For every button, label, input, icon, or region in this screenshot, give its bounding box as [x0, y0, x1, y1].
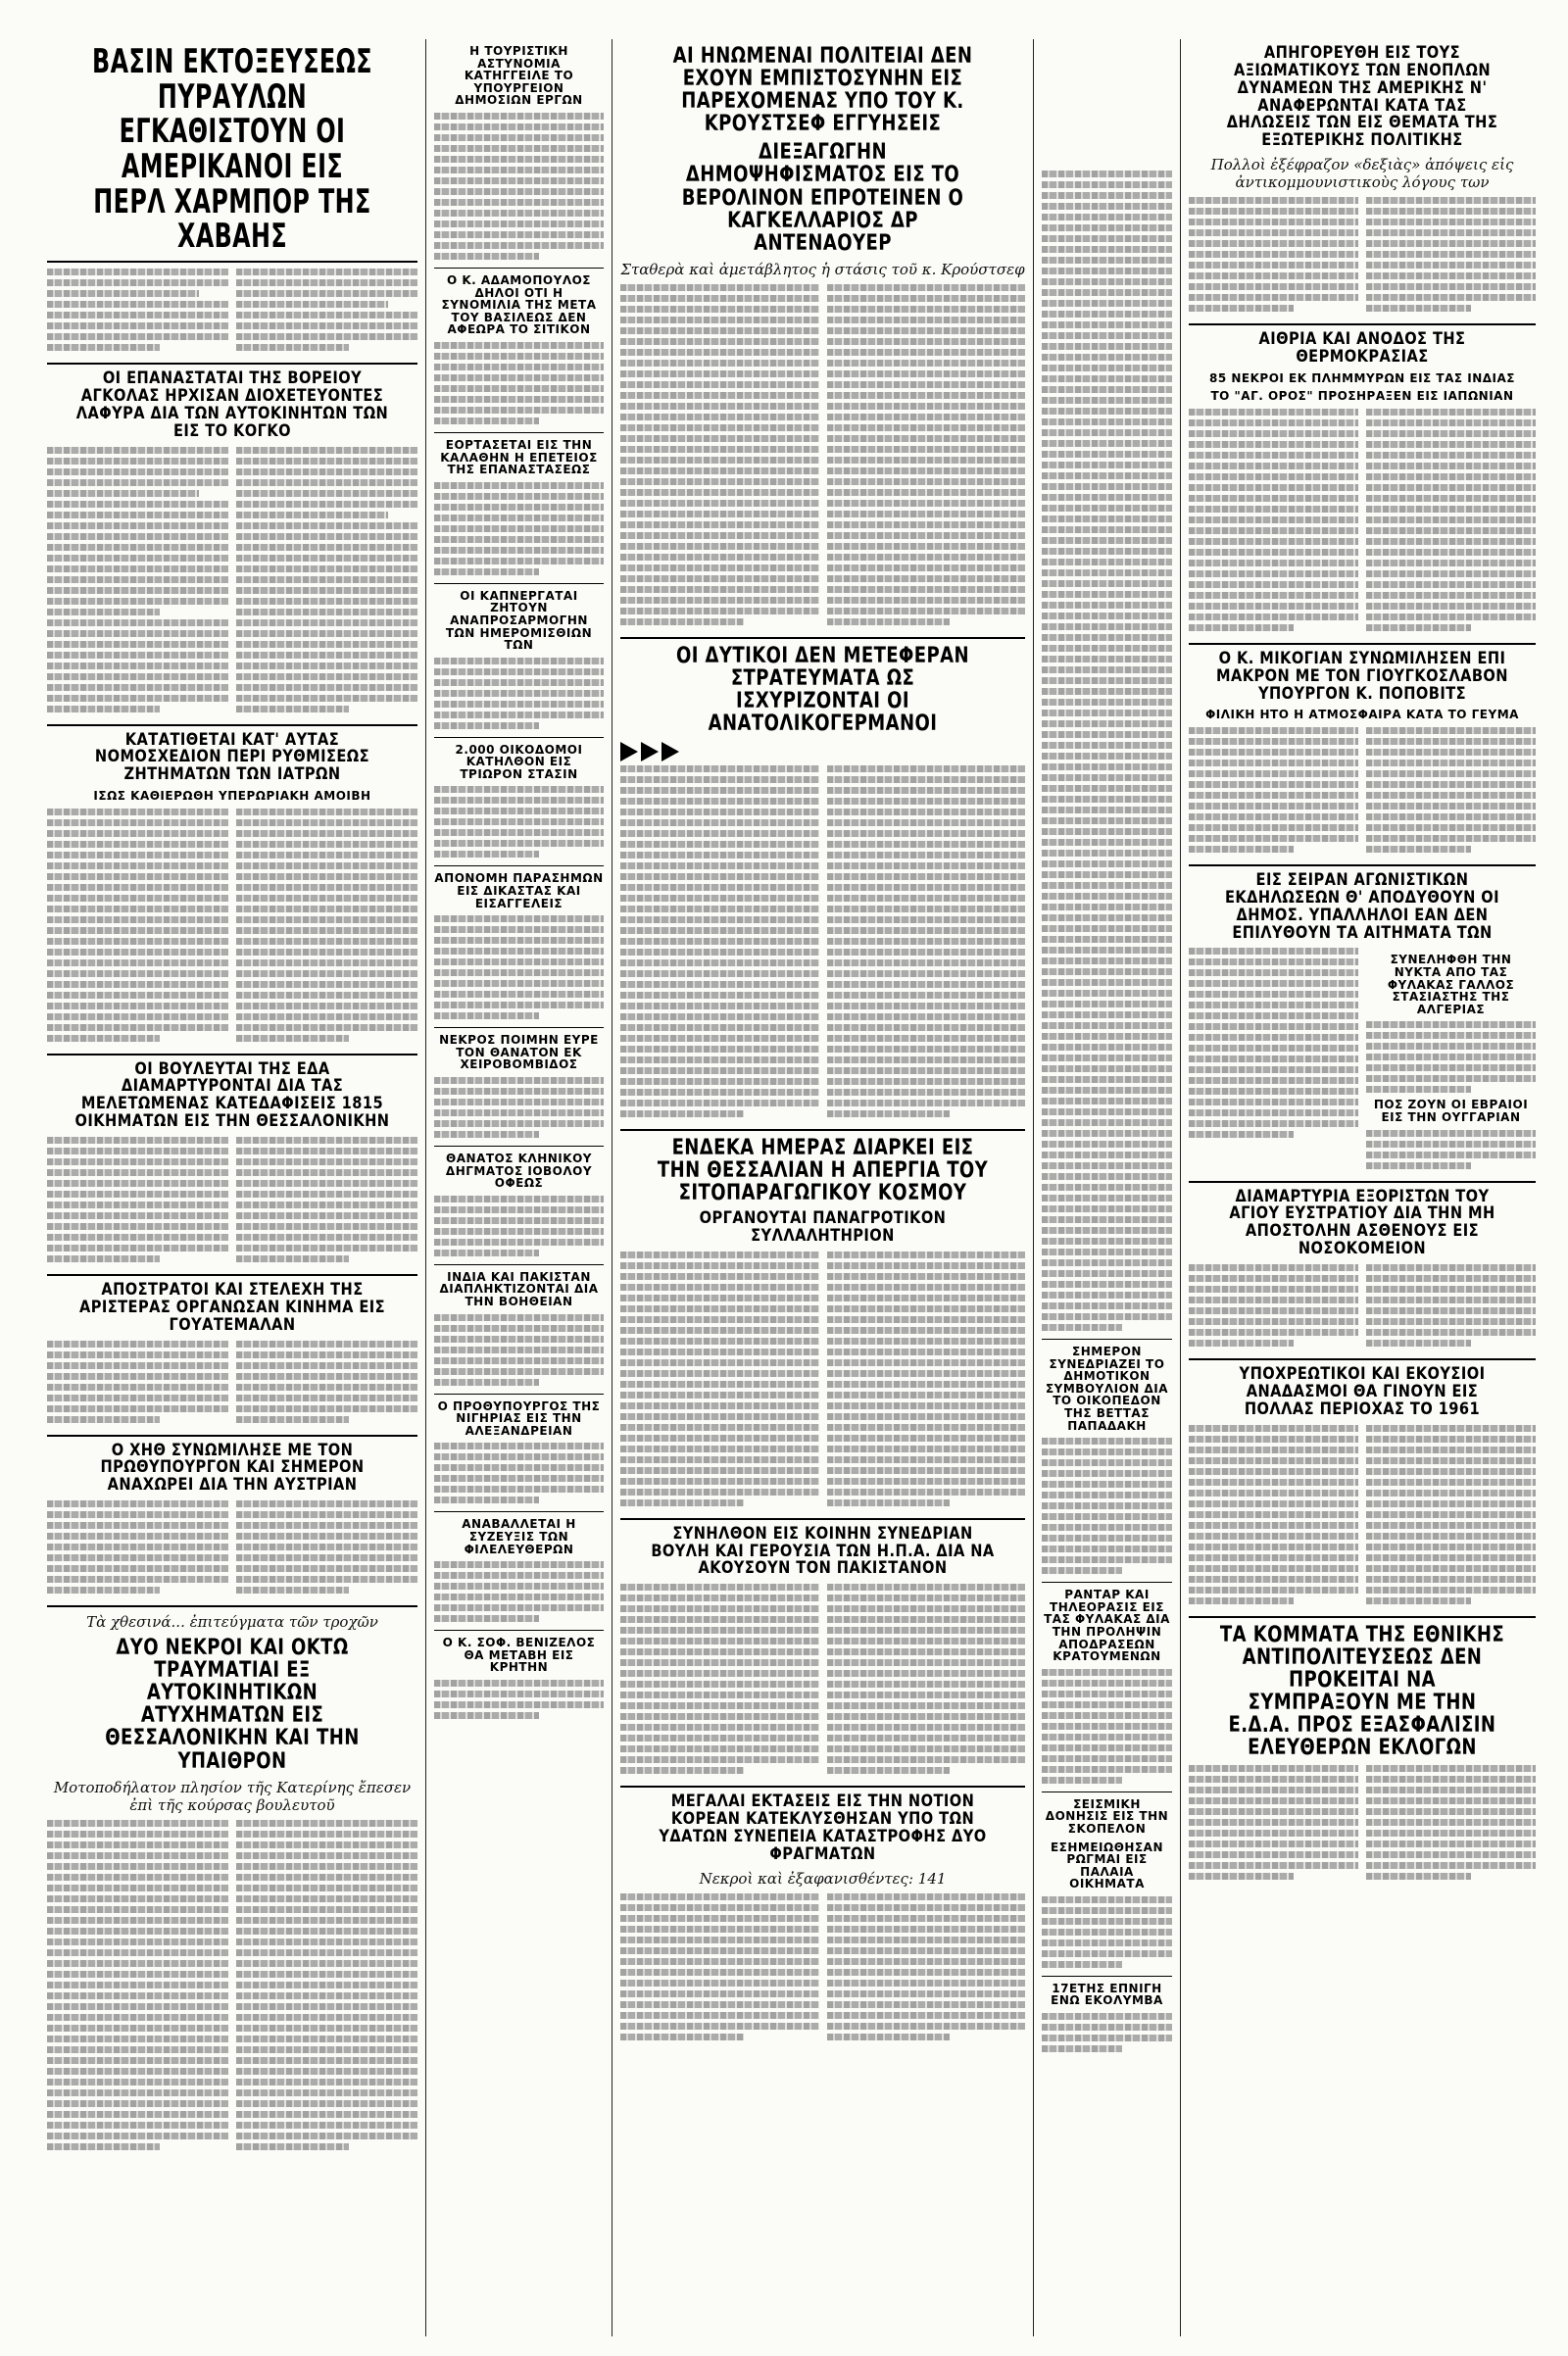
- headline-agion-oros: ΤΟ "ΑΓ. ΟΡΟΣ" ΠΡΟΣΗΡΑΞΕΝ ΕΙΣ ΙΑΠΩΝΙΑΝ: [1210, 389, 1514, 404]
- headline-decorations-judges: ΑΠΟΝΟΜΗ ΠΑΡΑΣΗΜΩΝ ΕΙΣ ΔΙΚΑΣΤΑΣ ΚΑΙ ΕΙΣΑΓΓΕΛΕΙΣ: [434, 871, 604, 910]
- subheadline-farmers-rally: ΟΡΓΑΝΟΥΤΑΙ ΠΑΝΑΓΡΟΤΙΚΟΝ ΣΥΛΛΑΛΗΤΗΡΙΟΝ: [699, 1208, 947, 1246]
- article-body: [1189, 197, 1536, 316]
- article-body: [620, 1252, 1025, 1510]
- headline-weather: ΑΙΘΡΙΑ ΚΑΙ ΑΝΟΔΟΣ ΤΗΣ ΘΕΡΜΟΚΡΑΣΙΑΣ: [1258, 329, 1466, 367]
- headline-us-congress: ΣΥΝΗΛΘΟΝ ΕΙΣ ΚΟΙΝΗΝ ΣΥΝΕΔΡΙΑΝ ΒΟΥΛΗ ΚΑΙ ΓΕΡΟΥΣΙΑ ΤΩΝ Η.Π.Α. ΔΙΑ ΝΑ ΑΚΟΥΣΟΥΝ ΤΟΝ ΠΑΚΙΣΤΑΝΟΝ: [651, 1523, 995, 1579]
- subheadline-lunch: ΦΙΛΙΚΗ ΗΤΟ Η ΑΤΜΟΣΦΑΙΡΑ ΚΑΤΑ ΤΟ ΓΕΥΜΑ: [1205, 708, 1519, 722]
- headline-liberals: ΑΝΑΒΑΛΛΕΤΑΙ Η ΣΥΖΕΥΞΙΣ ΤΩΝ ΦΙΛΕΛΕΥΘΕΡΩΝ: [462, 1517, 576, 1556]
- article-body: [47, 447, 417, 716]
- headline-skopelos-quake: ΣΕΙΣΜΙΚΗ ΔΟΝΗΣΙΣ ΕΙΣ ΤΗΝ ΣΚΟΠΕΛΟΝ: [1045, 1796, 1169, 1836]
- headline-angola-rebels: ΟΙ ΕΠΑΝΑΣΤΑΤΑΙ ΤΗΣ ΒΟΡΕΙΟΥ ΑΓΚΟΛΑΣ ΗΡΧΙΣΑΝ ΔΙΟΧΕΤΕΥΟΝΤΕΣ ΛΑΦΥΡΑ ΔΙΑ ΤΩΝ ΑΥΤΟΚΙΝΗΤΩΝ ΤΩΝ ΕΙΣ ΤΟ ΚΟΓΚΟ: [75, 368, 389, 441]
- headline-snake-bite: ΘΑΝΑΤΟΣ ΚΛΗΝΙΚΟΥ ΔΗΓΜΑΤΟΣ ΙΟΒΟΛΟΥ ΟΦΕΩΣ: [445, 1152, 593, 1191]
- subheadline-katerini: Μοτοποδήλατον πλησίον τῆς Κατερίνης ἔπεσεν ἐπὶ τῆς κούρσας βουλευτοῦ: [53, 1778, 412, 1814]
- article-body: [1189, 409, 1536, 635]
- article-body: [620, 1584, 1025, 1778]
- article-body: [1189, 1264, 1536, 1350]
- subheadline-cracks: ΕΣΗΜΕΙΩΘΗΣΑΝ ΡΩΓΜΑΙ ΕΙΣ ΠΑΛΑΙΑ ΟΙΚΗΜΑΤΑ: [1050, 1840, 1163, 1891]
- headline-builders-strike: 2.000 ΟΙΚΟΔΟΜΟΙ ΚΑΤΗΛΘΟΝ ΕΙΣ ΤΡΙΩΡΟΝ ΣΤΑΣΙΝ: [455, 742, 583, 781]
- article-body: [47, 1137, 417, 1266]
- arrows-ornament: [620, 741, 1025, 761]
- headline-western-troops: ΟΙ ΔΥΤΙΚΟΙ ΔΕΝ ΜΕΤΕΦΕΡΑΝ ΣΤΡΑΤΕΥΜΑΤΑ ΩΣ ΙΣΧΥΡΙΖΟΝΤΑΙ ΟΙ ΑΝΑΤΟΛΙΚΟΓΕΡΜΑΝΟΙ: [675, 643, 970, 737]
- subheadline-khrushchev: Σταθερὰ καὶ ἀμετάβλητος ἡ στάσις τοῦ κ. Κρούστσεφ: [620, 260, 1025, 278]
- article-body: [620, 1893, 1025, 2044]
- headline-guatemala: ΑΠΟΣΤΡΑΤΟΙ ΚΑΙ ΣΤΕΛΕΧΗ ΤΗΣ ΑΡΙΣΤΕΡΑΣ ΟΡΓΑΝΩΣΑΝ ΚΙΝΗΜΑ ΕΙΣ ΓΟΥΑΤΕΜΑΛΑΝ: [78, 1280, 386, 1335]
- headline-prison-radar: ΡΑΝΤΑΡ ΚΑΙ ΤΗΛΕΟΡΑΣΙΣ ΕΙΣ ΤΑΣ ΦΥΛΑΚΑΣ ΔΙΑ ΤΗΝ ΠΡΟΛΗΨΙΝ ΑΠΟΔΡΑΣΕΩΝ ΚΡΑΤΟΥΜΕΝΩΝ: [1044, 1588, 1170, 1664]
- headline-india-pakistan: ΙΝΔΙΑ ΚΑΙ ΠΑΚΙΣΤΑΝ ΔΙΑΠΛΗΚΤΙΖΟΝΤΑΙ ΔΙΑ ΤΗΝ ΒΟΗΘΕΙΑΝ: [439, 1269, 599, 1308]
- subheadline-overtime: ΙΣΩΣ ΚΑΘΙΕΡΩΘΗ ΥΠΕΡΩΡΙΑΚΗ ΑΜΟΙΒΗ: [93, 789, 371, 804]
- article-body: [1189, 727, 1536, 857]
- headline-municipal-employees: ΕΙΣ ΣΕΙΡΑΝ ΑΓΩΝΙΣΤΙΚΩΝ ΕΚΔΗΛΩΣΕΩΝ Θ' ΑΠΟΔΥΘΟΥΝ ΟΙ ΔΗΜΟΣ. ΥΠΑΛΛΗΛΟΙ ΕΑΝ ΔΕΝ ΕΠΙΛΥΘΟΥΝ ΤΑ ΑΙΤΗΜΑΤΑ ΤΩΝ: [1224, 870, 1500, 943]
- article-body: [47, 809, 417, 1046]
- headline-shepherd-grenade: ΝΕΚΡΟΣ ΠΟΙΜΗΝ ΕΥΡΕ ΤΟΝ ΘΑΝΑΤΟΝ ΕΚ ΧΕΙΡΟΒΟΜΒΙΔΟΣ: [439, 1033, 599, 1072]
- headline-doctors-bill: ΚΑΤΑΤΙΘΕΤΑΙ ΚΑΤ' ΑΥΤΑΣ ΝΟΜΟΣΧΕΔΙΟΝ ΠΕΡΙ ΡΥΘΜΙΣΕΩΣ ΖΗΤΗΜΑΤΩΝ ΤΩΝ ΙΑΤΡΩΝ: [94, 729, 370, 785]
- headline-land-consolidation: ΥΠΟΧΡΕΩΤΙΚΟΙ ΚΑΙ ΕΚΟΥΣΙΟΙ ΑΝΑΔΑΣΜΟΙ ΘΑ ΓΙΝΟΥΝ ΕΙΣ ΠΟΛΛΑΣ ΠΕΡΙΟΧΑΣ ΤΟ 1961: [1239, 1363, 1486, 1419]
- headline-drowned-swimmer: 17ΕΤΗΣ ΕΠΝΙΓΗ ΕΝΩ ΕΚΟΛΥΜΒΑ: [1051, 1981, 1163, 2008]
- article-body: [1189, 1765, 1536, 1884]
- article-body: [1189, 948, 1536, 1172]
- article-body: [47, 269, 417, 355]
- headline-pm-meeting: Ο ΧΗΘ ΣΥΝΩΜΙΛΗΣΕ ΜΕ ΤΟΝ ΠΡΩΘΥΠΟΥΡΓΟΝ ΚΑΙ ΣΗΜΕΡΟΝ ΑΝΑΧΩΡΕΙ ΔΙΑ ΤΗΝ ΑΥΣΤΡΙΑΝ: [100, 1440, 365, 1496]
- headline-hungary-jews: ΠΟΣ ΖΟΥΝ ΟΙ ΕΒΡΑΙΟΙ ΕΙΣ ΤΗΝ ΟΥΓΓΑΡΙΑΝ: [1373, 1098, 1529, 1124]
- headline-india-floods: 85 ΝΕΚΡΟΙ ΕΚ ΠΛΗΜΜΥΡΩΝ ΕΙΣ ΤΑΣ ΙΝΔΙΑΣ: [1208, 370, 1516, 385]
- headline-tourist-police: Η ΤΟΥΡΙΣΤΙΚΗ ΑΣΤΥΝΟΜΙΑ ΚΑΤΗΓΓΕΙΛΕ ΤΟ ΥΠΟΥΡΓΕΙΟΝ ΔΗΜΟΣΙΩΝ ΕΡΓΩΝ: [455, 44, 583, 108]
- headline-adamopoulos: Ο Κ. ΑΔΑΜΟΠΟΥΛΟΣ ΔΗΛΟΙ ΟΤΙ Η ΣΥΝΟΜΙΛΙΑ ΤΗΣ ΜΕΤΑ ΤΟΥ ΒΑΣΙΛΕΩΣ ΔΕΝ ΑΦΕΩΡΑ ΤΟ ΣΙΤΙΚΟΝ: [441, 272, 597, 337]
- headline-city-council: ΣΗΜΕΡΟΝ ΣΥΝΕΔΡΙΑΖΕΙ ΤΟ ΔΗΜΟΤΙΚΟΝ ΣΥΜΒΟΥΛΙΟΝ ΔΙΑ ΤΟ ΟΙΚΟΠΕΔΟΝ ΤΗΣ ΒΕΤΤΑΣ ΠΑΠΑΔΑΚΗ: [1045, 1345, 1169, 1433]
- article-body: [1189, 1425, 1536, 1608]
- article-body: [47, 1341, 417, 1427]
- subheadline-right-wing-views: Πολλοὶ ἐξέφραζον «δεξιὰς» ἀπόψεις εἰς ἀντικομμουνιστικοὺς λόγους των: [1210, 156, 1514, 192]
- headline-kalathi-anniversary: ΕΟΡΤΑΣΕΤΑΙ ΕΙΣ ΤΗΝ ΚΑΛΑΘΗΝ Η ΕΠΕΤΕΙΟΣ ΤΗΣ ΕΠΑΝΑΣΤΑΣΕΩΣ: [440, 437, 598, 477]
- headline-algeria-escape: ΣΥΝΕΛΗΦΘΗ ΤΗΝ ΝΥΚΤΑ ΑΠΟ ΤΑΣ ΦΥΛΑΚΑΣ ΓΑΛΛΟΣ ΣΤΑΣΙΑΣΤΗΣ ΤΗΣ ΑΛΓΕΡΙΑΣ: [1387, 953, 1515, 1016]
- kicker-traffic: Τὰ χθεσινά... ἐπιτεύγματα τῶν τροχῶν: [86, 1613, 378, 1632]
- column-1: [39, 39, 426, 2336]
- headline-nigeria-pm: Ο ΠΡΟΘΥΠΟΥΡΓΟΣ ΤΗΣ ΝΙΓΗΡΙΑΣ ΕΙΣ ΤΗΝ ΑΛΕΞΑΝΔΡΕΙΑΝ: [437, 1399, 601, 1438]
- article-body: [620, 284, 1025, 629]
- headline-tobacco-workers: ΟΙ ΚΑΠΝΕΡΓΑΤΑΙ ΖΗΤΟΥΝ ΑΝΑΠΡΟΣΑΡΜΟΓΗΝ ΤΩΝ ΗΜΕΡΟΜΙΣΘΙΩΝ ΤΩΝ: [445, 588, 593, 653]
- column-5: [1181, 39, 1544, 2336]
- headline-traffic-accidents: ΔΥΟ ΝΕΚΡΟΙ ΚΑΙ ΟΚΤΩ ΤΡΑΥΜΑΤΙΑΙ ΕΞ ΑΥΤΟΚΙΝΗΤΙΚΩΝ ΑΤΥΧΗΜΑΤΩΝ ΕΙΣ ΘΕΣΣΑΛΟΝΙΚΗΝ ΚΑΙ ΤΗΝ ΥΠΑΙΘΡΟΝ: [105, 1636, 360, 1774]
- headline-mikoyan: Ο Κ. ΜΙΚΟΓΙΑΝ ΣΥΝΩΜΙΛΗΣΕΝ ΕΠΙ ΜΑΚΡΟΝ ΜΕ ΤΟΝ ΓΙΟΥΓΚΟΣΛΑΒΟΝ ΥΠΟΥΡΓΟΝ Κ. ΠΟΠΟΒΙΤΣ: [1216, 648, 1508, 704]
- headline-us-no-confidence: ΑΙ ΗΝΩΜΕΝΑΙ ΠΟΛΙΤΕΙΑΙ ΔΕΝ ΕΧΟΥΝ ΕΜΠΙΣΤΟΣΥΝΗΝ ΕΙΣ ΠΑΡΕΧΟΜΕΝΑΣ ΥΠΟ ΤΟΥ Κ. ΚΡΟΥΣΤΣΕΦ ΕΓΓΥΗΣΕΙΣ: [672, 44, 973, 137]
- article-body: [620, 765, 1025, 1121]
- headline-us-officers: ΑΠΗΓΟΡΕΥΘΗ ΕΙΣ ΤΟΥΣ ΑΞΙΩΜΑΤΙΚΟΥΣ ΤΩΝ ΕΝΟΠΛΩΝ ΔΥΝΑΜΕΩΝ ΤΗΣ ΑΜΕΡΙΚΗΣ Ν' ΑΝΑΦΕΡΩΝΤΑΙ ΚΑΤΑ ΤΑΣ ΔΗΛΩΣΕΙΣ ΤΩΝ ΕΙΣ ΘΕΜΑΤΑ ΤΗΣ ΕΞΩΤΕΡΙΚΗΣ ΠΟΛΙΤΙΚΗΣ: [1226, 43, 1498, 151]
- subheadline-korea-dead: Νεκροὶ καὶ ἐξαφανισθέντες: 141: [699, 1869, 947, 1888]
- headline-eda-deputies: ΟΙ ΒΟΥΛΕΥΤΑΙ ΤΗΣ ΕΔΑ ΔΙΑΜΑΡΤΥΡΟΝΤΑΙ ΔΙΑ ΤΑΣ ΜΕΛΕΤΩΜΕΝΑΣ ΚΑΤΕΔΑΦΙΣΕΙΣ 1815 ΟΙΚΗΜΑΤΩΝ ΕΙΣ ΤΗΝ ΘΕΣΣΑΛΟΝΙΚΗΝ: [74, 1058, 390, 1132]
- headline-thessaly-strike: ΕΝΔΕΚΑ ΗΜΕΡΑΣ ΔΙΑΡΚΕΙ ΕΙΣ ΤΗΝ ΘΕΣΣΑΛΙΑΝ Η ΑΠΕΡΓΙΑ ΤΟΥ ΣΙΤΟΠΑΡΑΓΩΓΙΚΟΥ ΚΟΣΜΟΥ: [657, 1135, 989, 1205]
- article-body: [47, 1500, 417, 1597]
- headline-missile-base: ΒΑΣΙΝ ΕΚΤΟΞΕΥΣΕΩΣ ΠΥΡΑΥΛΩΝ ΕΓΚΑΘΙΣΤΟΥΝ ΟΙ ΑΜΕΡΙΚΑΝΟΙ ΕΙΣ ΠΕΡΛ ΧΑΡΜΠΟΡ ΤΗΣ ΧΑΒΑΗΣ: [92, 42, 372, 257]
- headline-opposition-parties: ΤΑ ΚΟΜΜΑΤΑ ΤΗΣ ΕΘΝΙΚΗΣ ΑΝΤΙΠΟΛΙΤΕΥΣΕΩΣ ΔΕΝ ΠΡΟΚΕΙΤΑΙ ΝΑ ΣΥΜΠΡΑΞΟΥΝ ΜΕ ΤΗΝ Ε.Δ.Α. ΠΡΟΣ ΕΞΑΣΦΑΛΙΣΙΝ ΕΛΕΥΘΕΡΩΝ ΕΚΛΟΓΩΝ: [1219, 1622, 1505, 1760]
- column-2: [426, 39, 612, 2336]
- headline-berlin-referendum: ΔΙΕΞΑΓΩΓΗΝ ΔΗΜΟΨΗΦΙΣΜΑΤΟΣ ΕΙΣ ΤΟ ΒΕΡΟΛΙΝΟΝ ΕΠΡΟΤΕΙΝΕΝ Ο ΚΑΓΚΕΛΛΑΡΙΟΣ ΔΡ ΑΝΤΕΝΑΟΥΕΡ: [681, 140, 964, 256]
- headline-korea-floods: ΜΕΓΑΛΑΙ ΕΚΤΑΣΕΙΣ ΕΙΣ ΤΗΝ ΝΟΤΙΟΝ ΚΟΡΕΑΝ ΚΑΤΕΚΛΥΣΘΗΣΑΝ ΥΠΟ ΤΩΝ ΥΔΑΤΩΝ ΣΥΝΕΠΕΙΑ ΚΑΤΑΣΤΡΟΦΗΣ ΔΥΟ ΦΡΑΓΜΑΤΩΝ: [659, 1792, 987, 1864]
- headline-agios-efstratios: ΔΙΑΜΑΡΤΥΡΙΑ ΕΞΟΡΙΣΤΩΝ ΤΟΥ ΑΓΙΟΥ ΕΥΣΤΡΑΤΙΟΥ ΔΙΑ ΤΗΝ ΜΗ ΑΠΟΣΤΟΛΗΝ ΑΣΘΕΝΟΥΣ ΕΙΣ ΝΟΣΟΚΟΜΕΙΟΝ: [1229, 1186, 1495, 1259]
- column-3: [612, 39, 1034, 2336]
- headline-venizelos-crete: Ο Κ. ΣΟΦ. ΒΕΝΙΖΕΛΟΣ ΘΑ ΜΕΤΑΒΗ ΕΙΣ ΚΡΗΤΗΝ: [442, 1636, 596, 1675]
- column-4: [1034, 39, 1181, 2336]
- article-body: [47, 1820, 417, 2154]
